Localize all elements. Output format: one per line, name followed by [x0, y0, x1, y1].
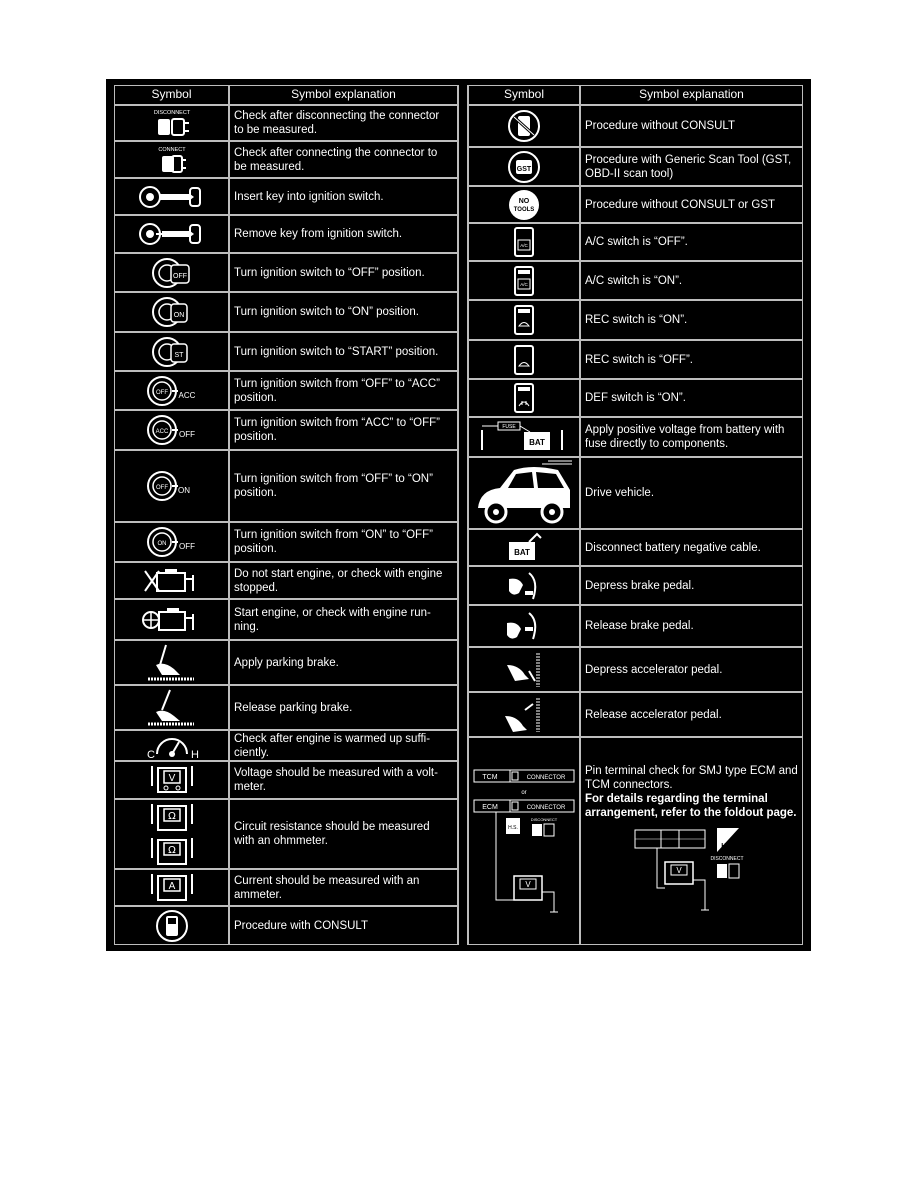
right-row-text: REC switch is “ON”. — [580, 300, 803, 340]
svg-text:Ω: Ω — [167, 811, 176, 822]
pin-check-bold-text: For details regarding the terminal arrangement, refer to the foldout page. — [585, 793, 797, 819]
right-row-text: REC switch is “OFF”. — [580, 340, 803, 379]
rec-switch-off-icon — [468, 340, 580, 379]
left-row-text: Start engine, or check with engine run- ning. — [229, 599, 458, 640]
svg-text:BAT: BAT — [514, 547, 530, 557]
svg-text:CONNECTOR: CONNECTOR — [526, 805, 566, 811]
pin-check-diagram — [468, 737, 580, 945]
left-row-text: Check after disconnecting the connector to be measured. — [229, 105, 458, 141]
right-row-text: Release brake pedal. — [580, 605, 803, 647]
svg-text:DISCONNECT: DISCONNECT — [710, 856, 744, 862]
def-switch-on-icon — [468, 379, 580, 417]
svg-text:or: or — [521, 790, 527, 796]
left-row-text: Circuit resistance should be measured with an ohmmeter. — [229, 799, 458, 869]
svg-text:ECM: ECM — [482, 804, 498, 811]
ammeter-icon — [114, 869, 229, 906]
svg-text:ON: ON — [177, 486, 190, 495]
svg-text:GST: GST — [516, 165, 532, 173]
right-row-text: Disconnect battery negative cable. — [580, 529, 803, 566]
svg-text:NO: NO — [518, 197, 530, 205]
left-row-text: Check after engine is warmed up suffi- ciently. — [229, 730, 458, 761]
ignition-off-icon — [114, 253, 229, 292]
release-brake-pedal-icon — [468, 605, 580, 647]
right-row-text: Drive vehicle. — [580, 457, 803, 529]
left-row-text: Voltage should be measured with a volt- meter. — [229, 761, 458, 799]
svg-text:V: V — [168, 773, 175, 784]
left-row-text: Apply parking brake. — [229, 640, 458, 685]
svg-text:ACC: ACC — [178, 390, 195, 400]
header-right-explanation: Symbol explanation — [580, 85, 803, 105]
right-row-text: A/C switch is “OFF”. — [580, 223, 803, 261]
svg-text:ST: ST — [174, 351, 183, 359]
left-row-text: Check after connecting the connector to be measured. — [229, 141, 458, 178]
right-row-text: Procedure without CONSULT or GST — [580, 186, 803, 223]
battery-disconnect-icon — [468, 529, 580, 566]
left-row-text: Current should be measured with an ammeter. — [229, 869, 458, 906]
left-row-text: Do not start engine, or check with engine stopped. — [229, 562, 458, 599]
rec-switch-on-icon — [468, 300, 580, 340]
release-parking-brake-icon — [114, 685, 229, 730]
engine-warm-gauge-icon — [114, 730, 229, 761]
svg-text:BAT: BAT — [529, 438, 545, 447]
svg-text:OFF: OFF — [178, 542, 195, 551]
left-row-text: Turn ignition switch from “ACC” to “OFF” position. — [229, 410, 458, 450]
ignition-start-icon — [114, 332, 229, 371]
left-row-text: Remove key from ignition switch. — [229, 215, 458, 253]
svg-text:V: V — [676, 866, 682, 875]
symbol-table-panel — [106, 79, 811, 951]
left-row-text: Turn ignition switch from “OFF” to “ON” position. — [229, 450, 458, 522]
svg-text:DISCONNECT: DISCONNECT — [530, 817, 558, 822]
svg-text:ON: ON — [157, 541, 166, 547]
svg-text:A/C: A/C — [520, 243, 528, 248]
engine-stopped-icon — [114, 562, 229, 599]
header-left-explanation: Symbol explanation — [229, 85, 458, 105]
ohmmeter-icon — [114, 799, 229, 869]
release-accelerator-icon — [468, 692, 580, 737]
no-consult-icon — [468, 105, 580, 147]
left-row-text: Procedure with CONSULT — [229, 906, 458, 945]
apply-parking-brake-icon — [114, 640, 229, 685]
svg-text:Ω: Ω — [167, 845, 176, 856]
gst-icon — [468, 147, 580, 186]
left-row-text: Turn ignition switch from “OFF” to “ACC” position. — [229, 371, 458, 410]
left-row-text: Release parking brake. — [229, 685, 458, 730]
ignition-off-to-acc-icon — [114, 371, 229, 410]
connect-connector-icon — [114, 141, 229, 178]
left-row-text: Insert key into ignition switch. — [229, 178, 458, 215]
right-row-text: Procedure with Generic Scan Tool (GST, OBD-II scan tool) — [580, 147, 803, 186]
svg-text:V: V — [525, 880, 531, 889]
symbol-table — [114, 85, 803, 945]
drive-vehicle-icon — [468, 457, 580, 529]
header-right-symbol: Symbol — [468, 85, 580, 105]
left-row-text: Turn ignition switch from “ON” to “OFF” position. — [229, 522, 458, 562]
left-row-text: Turn ignition switch to “OFF” position. — [229, 253, 458, 292]
no-tools-icon — [468, 186, 580, 223]
right-row-text: Depress accelerator pedal. — [580, 647, 803, 692]
ac-switch-on-icon — [468, 261, 580, 300]
svg-text:C: C — [146, 748, 155, 760]
depress-brake-pedal-icon — [468, 566, 580, 605]
header-left-symbol: Symbol — [114, 85, 229, 105]
ignition-acc-to-off-icon — [114, 410, 229, 450]
svg-text:A: A — [168, 880, 175, 892]
voltmeter-icon — [114, 761, 229, 799]
svg-text:CONNECT: CONNECT — [157, 146, 186, 153]
engine-running-icon — [114, 599, 229, 640]
pin-check-explanation — [580, 737, 803, 945]
svg-text:OFF: OFF — [172, 272, 187, 280]
right-row-text: Apply positive voltage from battery with fuse directly to components. — [580, 417, 803, 457]
svg-text:H: H — [190, 748, 199, 760]
ignition-on-to-off-icon — [114, 522, 229, 562]
svg-text:TCM: TCM — [482, 774, 498, 781]
left-row-text: Turn ignition switch to “START” position. — [229, 332, 458, 371]
svg-text:H.S.: H.S. — [508, 825, 518, 831]
pin-check-connector-diagram — [605, 826, 785, 926]
svg-text:OFF: OFF — [155, 389, 168, 396]
svg-text:OFF: OFF — [178, 430, 195, 439]
column-divider — [458, 85, 468, 945]
remove-key-icon — [114, 215, 229, 253]
svg-text:OFF: OFF — [155, 485, 168, 491]
right-row-text: Procedure without CONSULT — [580, 105, 803, 147]
right-row-text: Depress brake pedal. — [580, 566, 803, 605]
svg-text:FUSE: FUSE — [502, 424, 516, 430]
svg-text:ON: ON — [173, 312, 184, 319]
svg-text:ACC: ACC — [155, 429, 168, 435]
ignition-on-icon — [114, 292, 229, 332]
svg-text:A/C: A/C — [520, 281, 528, 287]
insert-key-icon — [114, 178, 229, 215]
svg-text:DISCONNECT: DISCONNECT — [153, 110, 190, 116]
svg-text:H.S.: H.S. — [721, 843, 735, 850]
pin-check-text: Pin terminal check for SMJ type ECM and TCM connectors. — [585, 765, 798, 791]
ac-switch-off-icon — [468, 223, 580, 261]
svg-text:CONNECTOR: CONNECTOR — [526, 775, 566, 781]
right-row-text: Release accelerator pedal. — [580, 692, 803, 737]
battery-fuse-icon — [468, 417, 580, 457]
right-row-text: DEF switch is “ON”. — [580, 379, 803, 417]
left-row-text: Turn ignition switch to “ON” position. — [229, 292, 458, 332]
svg-text:TOOLS: TOOLS — [513, 206, 535, 213]
disconnect-connector-icon — [114, 105, 229, 141]
ignition-off-to-on-icon — [114, 450, 229, 522]
right-row-text: A/C switch is “ON”. — [580, 261, 803, 300]
depress-accelerator-icon — [468, 647, 580, 692]
consult-icon — [114, 906, 229, 945]
